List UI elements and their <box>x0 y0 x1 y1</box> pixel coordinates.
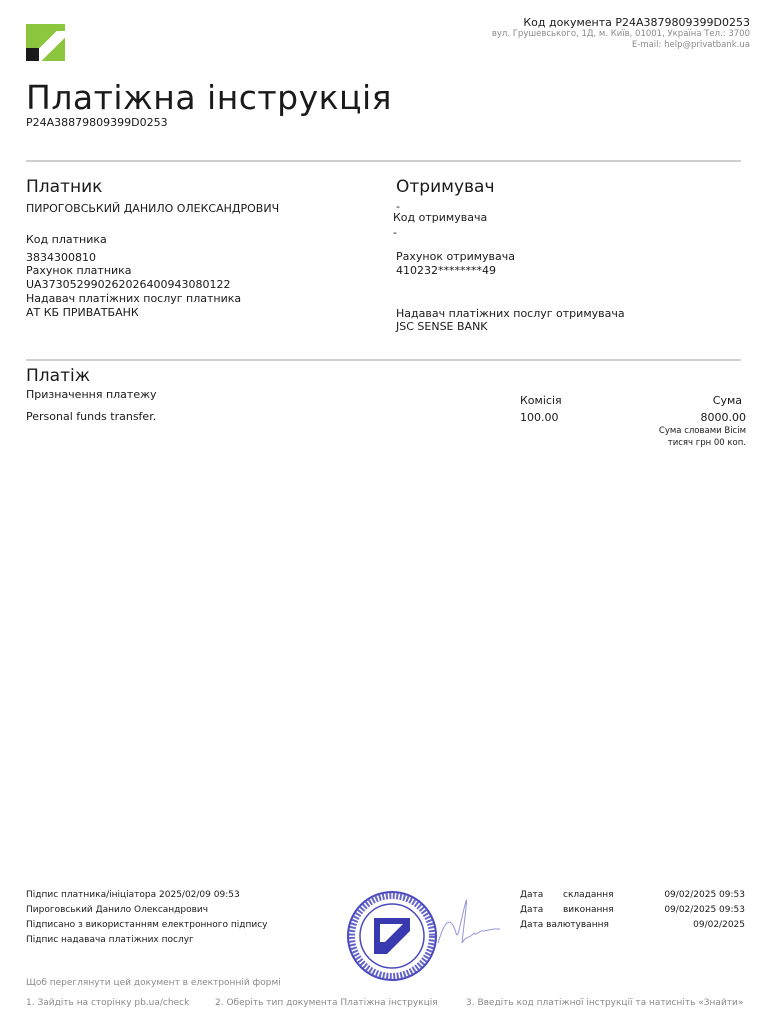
recipient-code: - <box>393 226 397 239</box>
document-code-header: Код документа P24A3879809399D0253 <box>523 16 750 29</box>
payer-account-label: Рахунок платника <box>26 264 132 277</box>
verify-step-1: 1. Зайдіть на сторінку pb.ua/check <box>26 998 190 1008</box>
date-value: 09/02/2025 09:53 <box>664 905 745 915</box>
privatbank-logo-icon <box>26 24 65 61</box>
purpose-value: Personal funds transfer. <box>26 410 157 423</box>
date-row <box>520 888 745 903</box>
payer-code-label: Код платника <box>26 233 107 246</box>
recipient-heading: Отримувач <box>396 177 495 197</box>
recipient-psp-label: Надавач платіжних послуг отримувача <box>396 307 625 320</box>
date-label: Дата <box>520 890 544 900</box>
amount-words-line: Сума словами Вісім <box>658 426 746 436</box>
date-row <box>520 903 745 918</box>
divider <box>26 160 741 162</box>
date-label: Дата валютування <box>520 920 609 930</box>
date-label: Дата <box>520 905 544 915</box>
recipient-psp: JSC SENSE BANK <box>396 320 488 333</box>
bank-address: вул. Грушевського, 1Д, м. Київ, 01001, Україна Тел.: 3700 E-mail: help@privatbank.ua <box>491 29 750 50</box>
commission-value: 100.00 <box>520 411 559 424</box>
handwritten-signature-icon <box>430 893 502 953</box>
payer-psp-label: Надавач платіжних послуг платника <box>26 292 242 305</box>
purpose-label: Призначення платежу <box>26 388 157 401</box>
divider <box>26 359 741 361</box>
payer-name: ПИРОГОВСЬКИЙ ДАНИЛО ОЛЕКСАНДРОВИЧ <box>26 202 280 215</box>
dates-table <box>520 888 745 933</box>
amount-words-line: тисяч грн 00 коп. <box>667 438 746 448</box>
commission-label: Комісія <box>520 394 562 407</box>
payer-heading: Платник <box>26 177 103 197</box>
psp-signature: Підпис надавача платіжних послуг <box>26 935 194 945</box>
payer-account: UA373052990262026400943080122 <box>26 278 231 291</box>
date-value: 09/02/2025 09:53 <box>664 890 745 900</box>
date-label-detail: складання <box>563 890 614 900</box>
bank-stamp-icon <box>346 890 438 982</box>
amount-in-words <box>659 425 746 449</box>
recipient-account-label: Рахунок отримувача <box>396 250 515 263</box>
verify-step-3: 3. Введіть код платіжної інструкції та натисніть «Знайти» <box>466 998 744 1008</box>
recipient-name: - <box>396 200 400 213</box>
verify-step-2: 2. Оберіть тип документа Платіжна інструкція <box>215 998 438 1008</box>
signature-block <box>26 888 268 948</box>
signature-name: Пироговський Данило Олександрович <box>26 905 209 915</box>
amount-label: Сума <box>712 394 742 407</box>
date-value: 09/02/2025 <box>693 920 745 930</box>
instruction-code: P24A38879809399D0253 <box>26 116 168 129</box>
date-row <box>520 918 745 933</box>
recipient-account: 410232********49 <box>396 264 496 277</box>
verify-intro: Щоб переглянути цей документ в електронній формі <box>26 978 281 988</box>
payment-heading: Платіж <box>26 366 91 386</box>
payer-psp: АТ КБ ПРИВАТБАНК <box>26 306 139 319</box>
signature-line: Підпис платника/ініціатора 2025/02/09 09:53 <box>26 890 240 900</box>
payer-code: 3834300810 <box>26 251 96 264</box>
page-title: Платіжна інструкція <box>26 78 393 117</box>
signature-method: Підписано з використанням електронного підпису <box>26 920 268 930</box>
amount-value: 8000.00 <box>700 411 746 424</box>
date-label-detail: виконання <box>563 905 614 915</box>
recipient-code-label: Код отримувача <box>393 211 488 224</box>
